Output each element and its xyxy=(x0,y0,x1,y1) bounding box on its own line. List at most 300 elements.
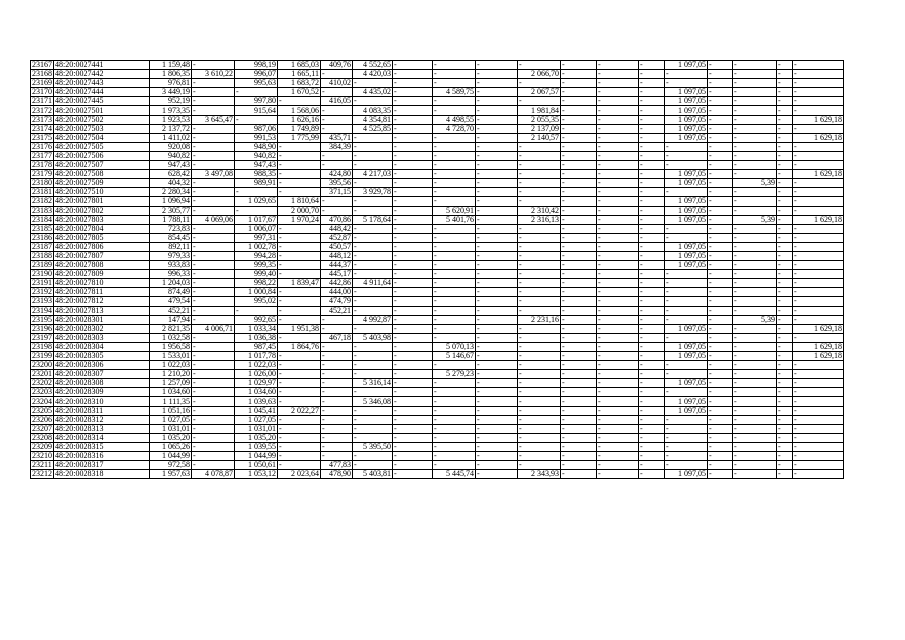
value-cell: - xyxy=(597,61,639,70)
value-cell: - xyxy=(476,97,518,106)
value-cell: - xyxy=(777,297,793,306)
value-cell: - xyxy=(518,288,561,297)
row-number-cell: 23181 xyxy=(32,187,52,197)
value-cell: - xyxy=(561,361,597,370)
value-cell: 1 159,48 xyxy=(150,61,192,70)
value-cell: - xyxy=(793,97,844,106)
value-cell: 997,31 xyxy=(235,233,278,242)
value-cell: - xyxy=(733,133,777,142)
value-cell: - xyxy=(561,379,597,388)
value-cell: - xyxy=(561,461,597,470)
value-cell: 1 533,01 xyxy=(150,352,192,361)
value-cell: 1 788,11 xyxy=(150,215,192,224)
value-cell: - xyxy=(393,415,433,424)
value-cell: 3 645,47 xyxy=(192,115,235,124)
table-row xyxy=(31,433,844,442)
value-cell: 435,71 xyxy=(321,133,353,142)
value-cell: - xyxy=(793,461,844,470)
value-cell: - xyxy=(321,388,353,397)
value-cell: - xyxy=(561,406,597,415)
value-cell: - xyxy=(476,315,518,324)
value-cell: - xyxy=(353,361,393,370)
value-cell: - xyxy=(708,79,733,88)
cadastral-number-cell: 48:20:0028309 xyxy=(54,388,150,397)
value-cell: - xyxy=(777,79,793,88)
row-number-cell: 23203 xyxy=(32,387,52,397)
value-cell: - xyxy=(561,270,597,279)
value-cell: - xyxy=(278,415,321,424)
value-cell: - xyxy=(278,151,321,160)
value-cell: - xyxy=(639,470,665,479)
cadastral-number-cell: 48:20:0027444 xyxy=(54,88,150,97)
value-cell: - xyxy=(597,279,639,288)
value-cell: - xyxy=(476,115,518,124)
row-number-cell: 23206 xyxy=(32,415,52,424)
value-cell: 4 078,87 xyxy=(192,470,235,479)
value-cell: - xyxy=(733,142,777,151)
cadastral-number-cell: 48:20:0027510 xyxy=(54,188,150,197)
cadastral-number-cell: 48:20:0028318 xyxy=(54,470,150,479)
value-cell: 976,81 xyxy=(150,79,192,88)
value-cell: 892,11 xyxy=(150,242,192,251)
value-cell: 1 051,16 xyxy=(150,406,192,415)
value-cell: - xyxy=(433,288,476,297)
value-cell: - xyxy=(665,333,708,342)
row-number-cell: 23195 xyxy=(32,315,52,324)
value-cell: 5 403,81 xyxy=(353,470,393,479)
value-cell: 1 034,60 xyxy=(150,388,192,397)
value-cell: - xyxy=(278,261,321,270)
value-cell: 1 629,18 xyxy=(793,215,844,224)
value-cell: - xyxy=(639,151,665,160)
value-cell: 1 027,05 xyxy=(150,415,192,424)
value-cell: - xyxy=(321,315,353,324)
value-cell: - xyxy=(192,151,235,160)
cadastral-number-cell: 48:20:0027807 xyxy=(54,251,150,260)
cadastral-number-cell: 48:20:0027805 xyxy=(54,233,150,242)
value-cell: - xyxy=(433,142,476,151)
value-cell: - xyxy=(665,224,708,233)
value-cell: 2 343,93 xyxy=(518,470,561,479)
row-number-cell: 23210 xyxy=(32,451,52,461)
value-cell: - xyxy=(561,424,597,433)
value-cell: 999,35 xyxy=(235,261,278,270)
cadastral-number-cell: 48:20:0028311 xyxy=(54,406,150,415)
value-cell: - xyxy=(793,333,844,342)
value-cell: - xyxy=(777,251,793,260)
value-cell: 1 749,89 xyxy=(278,124,321,133)
value-cell: - xyxy=(777,352,793,361)
value-cell: - xyxy=(733,224,777,233)
value-cell: 948,90 xyxy=(235,142,278,151)
cadastral-number-cell: 48:20:0028304 xyxy=(54,342,150,351)
value-cell: - xyxy=(597,170,639,179)
value-cell: 5 346,08 xyxy=(353,397,393,406)
value-cell: - xyxy=(353,370,393,379)
value-cell: - xyxy=(433,379,476,388)
cadastral-number-cell: 48:20:0027812 xyxy=(54,297,150,306)
value-cell: - xyxy=(777,261,793,270)
value-cell: - xyxy=(561,133,597,142)
value-cell: 1 026,00 xyxy=(235,370,278,379)
value-cell: - xyxy=(561,151,597,160)
value-cell: - xyxy=(393,370,433,379)
value-cell: - xyxy=(433,224,476,233)
value-cell: - xyxy=(708,415,733,424)
value-cell: - xyxy=(278,288,321,297)
value-cell: - xyxy=(433,442,476,451)
value-cell: - xyxy=(639,279,665,288)
value-cell: - xyxy=(793,388,844,397)
value-cell: 1 044,99 xyxy=(150,452,192,461)
value-cell: - xyxy=(733,442,777,451)
value-cell: - xyxy=(639,397,665,406)
value-cell: - xyxy=(561,306,597,315)
value-cell: - xyxy=(353,179,393,188)
value-cell: - xyxy=(561,279,597,288)
row-number-cell: 23182 xyxy=(32,196,52,206)
cadastral-number-cell: 48:20:0027509 xyxy=(54,179,150,188)
value-cell: - xyxy=(777,215,793,224)
value-cell: - xyxy=(597,379,639,388)
value-cell: - xyxy=(518,261,561,270)
value-cell: - xyxy=(518,352,561,361)
value-cell: 1 065,26 xyxy=(150,442,192,451)
value-cell: - xyxy=(393,79,433,88)
value-cell: - xyxy=(192,433,235,442)
value-cell: - xyxy=(518,424,561,433)
cadastral-number-cell: 48:20:0027443 xyxy=(54,79,150,88)
value-cell: - xyxy=(518,388,561,397)
value-cell: - xyxy=(278,142,321,151)
value-cell: - xyxy=(708,361,733,370)
value-cell: 1 017,78 xyxy=(235,352,278,361)
row-number-cell: 23205 xyxy=(32,406,52,415)
value-cell: - xyxy=(192,133,235,142)
value-cell: - xyxy=(793,197,844,206)
value-cell: - xyxy=(733,388,777,397)
table-row xyxy=(31,288,844,297)
value-cell: - xyxy=(665,288,708,297)
value-cell: 988,35 xyxy=(235,170,278,179)
value-cell: - xyxy=(733,206,777,215)
value-cell: - xyxy=(393,151,433,160)
value-cell: 1 839,47 xyxy=(278,279,321,288)
value-cell: - xyxy=(353,415,393,424)
value-cell: - xyxy=(708,242,733,251)
value-cell: - xyxy=(278,270,321,279)
value-cell: 1 097,05 xyxy=(665,242,708,251)
value-cell: - xyxy=(433,79,476,88)
value-cell: - xyxy=(321,88,353,97)
table-row xyxy=(31,352,844,361)
row-number-cell: 23184 xyxy=(32,215,52,224)
value-cell: 444,00 xyxy=(321,288,353,297)
table-row xyxy=(31,388,844,397)
value-cell: - xyxy=(192,224,235,233)
value-cell: - xyxy=(708,379,733,388)
value-cell: - xyxy=(235,88,278,97)
value-cell: - xyxy=(353,297,393,306)
value-cell: 1 097,05 xyxy=(665,61,708,70)
value-cell: - xyxy=(777,370,793,379)
value-cell: - xyxy=(192,397,235,406)
cadastral-number-cell: 48:20:0027505 xyxy=(54,142,150,151)
value-cell: 4 992,87 xyxy=(353,315,393,324)
row-number-cell: 23179 xyxy=(32,169,52,179)
table-row xyxy=(31,297,844,306)
value-cell: - xyxy=(393,288,433,297)
data-table xyxy=(30,60,844,479)
value-cell: - xyxy=(777,142,793,151)
value-cell: - xyxy=(353,142,393,151)
cadastral-number-cell: 48:20:0028306 xyxy=(54,361,150,370)
table-row xyxy=(31,324,844,333)
value-cell: 1 097,05 xyxy=(665,324,708,333)
value-cell: - xyxy=(733,197,777,206)
value-cell: - xyxy=(597,242,639,251)
value-cell: - xyxy=(597,315,639,324)
value-cell: - xyxy=(708,151,733,160)
value-cell: - xyxy=(561,70,597,79)
value-cell: - xyxy=(393,233,433,242)
value-cell: - xyxy=(278,306,321,315)
value-cell: 940,82 xyxy=(235,151,278,160)
value-cell: - xyxy=(708,452,733,461)
value-cell: - xyxy=(278,188,321,197)
value-cell: - xyxy=(793,79,844,88)
value-cell: - xyxy=(793,361,844,370)
value-cell: 992,65 xyxy=(235,315,278,324)
value-cell: - xyxy=(476,179,518,188)
value-cell: - xyxy=(518,452,561,461)
row-number-cell: 23197 xyxy=(32,333,52,342)
value-cell: - xyxy=(192,406,235,415)
value-cell: - xyxy=(708,233,733,242)
value-cell: - xyxy=(665,270,708,279)
value-cell: 1 031,01 xyxy=(235,424,278,433)
value-cell: 1 053,12 xyxy=(235,470,278,479)
value-cell: - xyxy=(733,170,777,179)
value-cell: 987,06 xyxy=(235,124,278,133)
value-cell: 4 589,75 xyxy=(433,88,476,97)
value-cell: - xyxy=(476,370,518,379)
value-cell: 2 305,77 xyxy=(150,206,192,215)
row-number-cell: 23187 xyxy=(32,242,52,251)
value-cell: - xyxy=(597,424,639,433)
value-cell: 1 033,34 xyxy=(235,324,278,333)
value-cell: - xyxy=(192,179,235,188)
value-cell: 4 083,35 xyxy=(353,106,393,115)
row-number-cell: 23170 xyxy=(32,87,52,97)
value-cell: - xyxy=(278,161,321,170)
row-number-cell: 23173 xyxy=(32,115,52,124)
value-cell: - xyxy=(561,161,597,170)
value-cell: - xyxy=(192,424,235,433)
value-cell: 1 970,24 xyxy=(278,215,321,224)
value-cell: - xyxy=(393,361,433,370)
value-cell: 1 017,67 xyxy=(235,215,278,224)
row-number-cell: 23198 xyxy=(32,342,52,351)
value-cell: - xyxy=(777,361,793,370)
value-cell: - xyxy=(793,224,844,233)
value-cell: - xyxy=(597,206,639,215)
value-cell: 915,64 xyxy=(235,106,278,115)
value-cell: - xyxy=(597,161,639,170)
row-number-cell: 23202 xyxy=(32,378,52,388)
value-cell: - xyxy=(518,251,561,260)
value-cell: 1 097,05 xyxy=(665,88,708,97)
value-cell: - xyxy=(192,251,235,260)
value-cell: - xyxy=(321,370,353,379)
value-cell: - xyxy=(192,97,235,106)
value-cell: 989,91 xyxy=(235,179,278,188)
value-cell: - xyxy=(393,306,433,315)
value-cell: - xyxy=(353,452,393,461)
value-cell: - xyxy=(518,297,561,306)
value-cell: - xyxy=(518,306,561,315)
value-cell: 987,45 xyxy=(235,342,278,351)
value-cell: 2 140,57 xyxy=(518,133,561,142)
value-cell: - xyxy=(639,133,665,142)
value-cell: - xyxy=(518,433,561,442)
value-cell: 1 027,05 xyxy=(235,415,278,424)
table-row xyxy=(31,424,844,433)
value-cell: - xyxy=(561,170,597,179)
value-cell: 479,54 xyxy=(150,297,192,306)
value-cell: - xyxy=(192,352,235,361)
value-cell: 1 685,03 xyxy=(278,61,321,70)
table-row xyxy=(31,170,844,179)
value-cell: - xyxy=(733,106,777,115)
value-cell: - xyxy=(433,333,476,342)
value-cell: - xyxy=(665,79,708,88)
value-cell: - xyxy=(393,388,433,397)
row-number-cell: 23175 xyxy=(32,133,52,142)
value-cell: - xyxy=(777,379,793,388)
value-cell: - xyxy=(192,306,235,315)
row-number-cell: 23212 xyxy=(32,469,52,479)
value-cell: - xyxy=(476,452,518,461)
value-cell: - xyxy=(561,324,597,333)
value-cell: 3 929,78 xyxy=(353,188,393,197)
value-cell: - xyxy=(433,97,476,106)
value-cell: 4 435,02 xyxy=(353,88,393,97)
cadastral-number-cell: 48:20:0027804 xyxy=(54,224,150,233)
value-cell: - xyxy=(353,433,393,442)
value-cell: 2 067,57 xyxy=(518,88,561,97)
value-cell: - xyxy=(353,352,393,361)
value-cell: 448,42 xyxy=(321,224,353,233)
value-cell: - xyxy=(777,224,793,233)
value-cell: - xyxy=(321,397,353,406)
value-cell: - xyxy=(708,97,733,106)
value-cell: 5 401,76 xyxy=(433,215,476,224)
value-cell: 1 981,84 xyxy=(518,106,561,115)
value-cell: - xyxy=(353,224,393,233)
value-cell: - xyxy=(518,79,561,88)
row-number-cell: 23167 xyxy=(32,60,52,70)
value-cell: - xyxy=(476,297,518,306)
value-cell: - xyxy=(793,370,844,379)
value-cell: 5 403,98 xyxy=(353,333,393,342)
value-cell: - xyxy=(518,397,561,406)
value-cell: 628,42 xyxy=(150,170,192,179)
value-cell: - xyxy=(353,161,393,170)
value-cell: 1 629,18 xyxy=(793,170,844,179)
value-cell: - xyxy=(476,233,518,242)
value-cell: 147,94 xyxy=(150,315,192,324)
value-cell: - xyxy=(561,106,597,115)
table-row xyxy=(31,379,844,388)
value-cell: - xyxy=(433,279,476,288)
row-number-cell: 23208 xyxy=(32,433,52,442)
value-cell: - xyxy=(321,424,353,433)
value-cell: - xyxy=(321,197,353,206)
value-cell: - xyxy=(639,161,665,170)
value-cell: - xyxy=(353,342,393,351)
value-cell: 1 022,03 xyxy=(150,361,192,370)
value-cell: - xyxy=(777,342,793,351)
value-cell: - xyxy=(561,442,597,451)
value-cell: - xyxy=(476,470,518,479)
value-cell: - xyxy=(433,242,476,251)
value-cell: - xyxy=(192,288,235,297)
value-cell: - xyxy=(321,161,353,170)
value-cell: - xyxy=(235,188,278,197)
table-row xyxy=(31,115,844,124)
value-cell: 477,83 xyxy=(321,461,353,470)
value-cell: 2 022,27 xyxy=(278,406,321,415)
value-cell: - xyxy=(192,361,235,370)
value-cell: - xyxy=(278,179,321,188)
value-cell: - xyxy=(793,261,844,270)
value-cell: - xyxy=(597,306,639,315)
value-cell: - xyxy=(561,415,597,424)
value-cell: - xyxy=(597,470,639,479)
value-cell: - xyxy=(639,461,665,470)
value-cell: - xyxy=(597,188,639,197)
value-cell: - xyxy=(777,206,793,215)
value-cell: - xyxy=(777,233,793,242)
value-cell: - xyxy=(433,261,476,270)
value-cell: - xyxy=(393,70,433,79)
value-cell: - xyxy=(597,261,639,270)
value-cell: - xyxy=(393,106,433,115)
value-cell: - xyxy=(561,233,597,242)
value-cell: 3 497,08 xyxy=(192,170,235,179)
value-cell: - xyxy=(192,106,235,115)
value-cell: - xyxy=(393,379,433,388)
table-row xyxy=(31,133,844,142)
value-cell: 1 957,63 xyxy=(150,470,192,479)
value-cell: - xyxy=(433,133,476,142)
table-row xyxy=(31,188,844,197)
value-cell: - xyxy=(235,206,278,215)
value-cell: - xyxy=(476,306,518,315)
value-cell: 1 006,07 xyxy=(235,224,278,233)
value-cell: - xyxy=(321,115,353,124)
value-cell: - xyxy=(733,306,777,315)
value-cell: 5,39 xyxy=(733,215,777,224)
value-cell: 947,43 xyxy=(235,161,278,170)
value-cell: - xyxy=(192,88,235,97)
value-cell: 999,40 xyxy=(235,270,278,279)
value-cell: - xyxy=(476,197,518,206)
value-cell: - xyxy=(639,342,665,351)
value-cell: 1 097,05 xyxy=(665,179,708,188)
value-cell: - xyxy=(597,142,639,151)
